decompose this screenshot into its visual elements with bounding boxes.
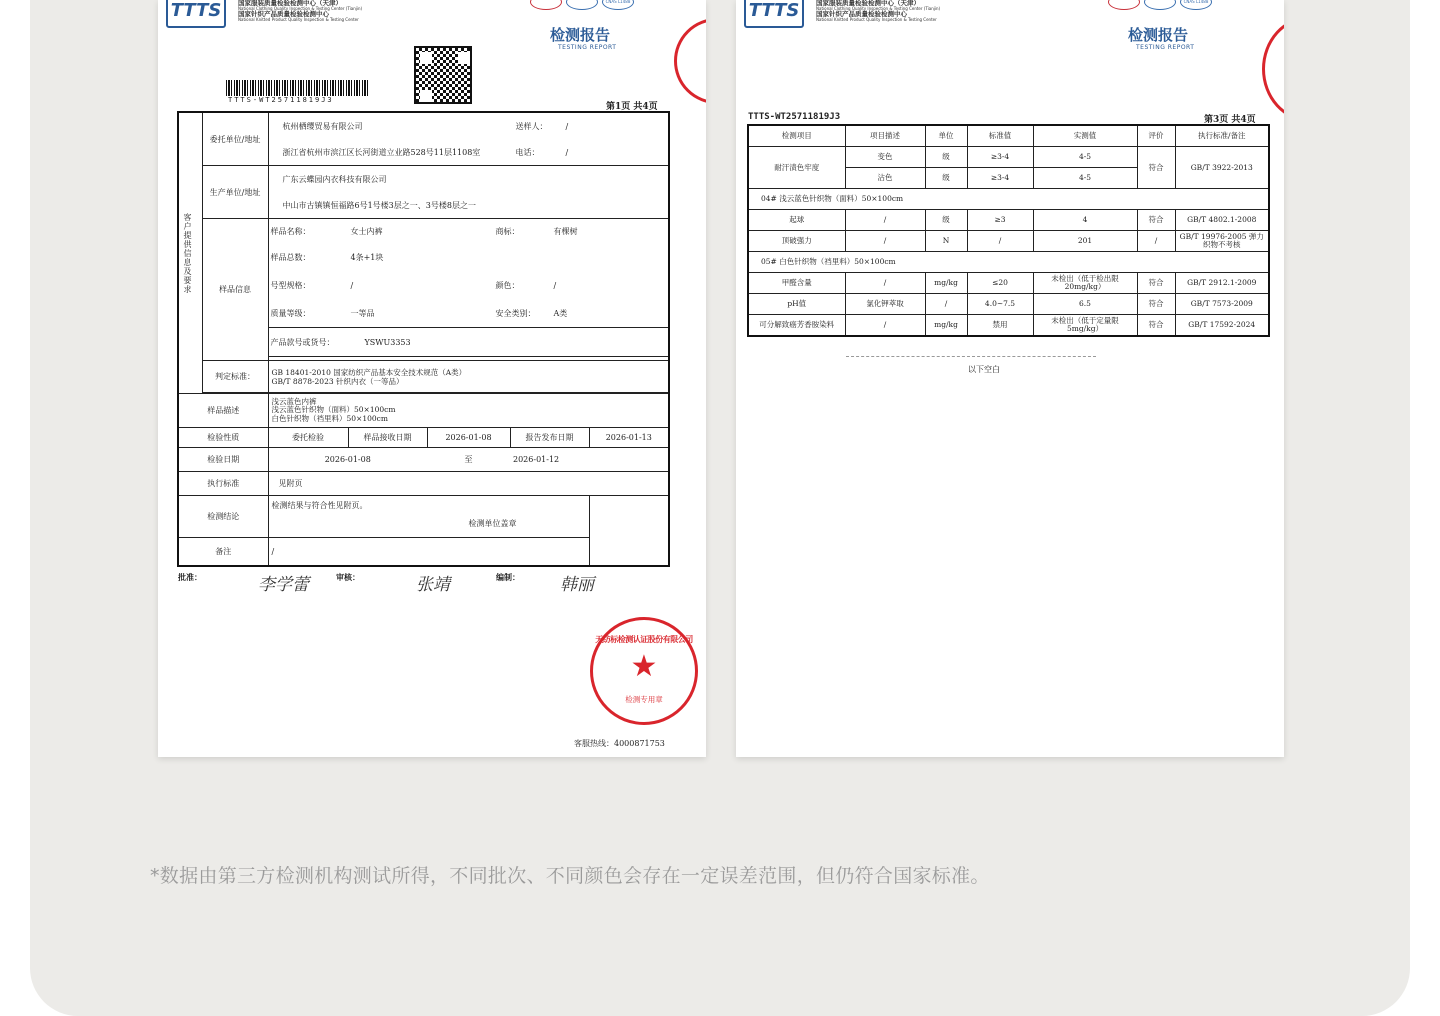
table-cell: /	[845, 210, 925, 231]
table-cell: 6.5	[1033, 294, 1137, 315]
table-row	[748, 315, 1269, 337]
brand-value: 有棵树	[553, 227, 578, 236]
table-cell: 沾色	[845, 168, 925, 189]
cert-badge-icon	[1108, 0, 1140, 10]
review-signature: 张靖	[416, 575, 450, 595]
table-cell: 4.0~7.5	[967, 294, 1033, 315]
sample-cell	[268, 219, 669, 361]
seal-text: 天纺标检测认证股份有限公司	[595, 634, 693, 644]
desc-line-3: 白色针织物（裆里料）50×100cm	[271, 413, 388, 423]
table-cell: 未检出（低于定量限5mg/kg）	[1033, 315, 1137, 337]
size-value: /	[350, 280, 354, 290]
official-seal	[590, 617, 698, 725]
dates-label: 检验日期	[178, 448, 268, 472]
table-cell: 甲醛含量	[748, 273, 845, 294]
seal-subtext: 检测专用章	[625, 695, 663, 704]
col-header: 评价	[1137, 125, 1175, 147]
client-address: 浙江省杭州市滨江区长河街道立业路528号11层1108室	[282, 147, 481, 157]
grade-value: 一等品	[350, 308, 375, 318]
phone-value: /	[565, 147, 569, 157]
table-cell: 4-5	[1033, 168, 1137, 189]
style-value: YSWU3353	[364, 337, 411, 347]
table-cell: 4-5	[1033, 147, 1137, 168]
table-cell: ≤20	[967, 273, 1033, 294]
desc-line-2: 浅云蓝色针织物（面料）50×100cm	[271, 405, 396, 415]
exec-std-value: 见附页	[268, 472, 669, 496]
brand-label: 商标：	[495, 227, 520, 236]
sweat-item: 耐汗渍色牢度	[748, 147, 845, 189]
col-header: 实测值	[1033, 125, 1137, 147]
producer-address: 中山市古镇镇恒福路6号1号楼3层之一、3号楼8层之一	[282, 200, 476, 210]
table-cell: mg/kg	[925, 273, 967, 294]
table-cell: GB/T 2912.1-2009	[1175, 273, 1269, 294]
style-label: 产品款号或货号：	[270, 337, 335, 347]
table-cell: /	[845, 315, 925, 337]
nature-label: 检验性质	[178, 428, 268, 448]
report-title: 检测报告	[1128, 26, 1189, 44]
table-cell: /	[845, 273, 925, 294]
table-cell: 起球	[748, 210, 845, 231]
corner-seal	[674, 18, 706, 104]
table-cell: GB/T 4802.1-2008	[1175, 210, 1269, 231]
desc-cell	[268, 394, 669, 428]
safety-value: A类	[553, 308, 568, 318]
col-header: 项目描述	[845, 125, 925, 147]
table-cell: GB/T 7573-2009	[1175, 294, 1269, 315]
qr-code	[414, 46, 472, 104]
client-section-label: 客户提供信息及要求	[178, 112, 202, 394]
review-label: 审核：	[336, 572, 360, 582]
table-cell: 符合	[1137, 210, 1175, 231]
desc-line-1: 浅云蓝色内裤	[271, 396, 317, 406]
report-page-1	[158, 0, 706, 757]
table-cell: 氯化钾萃取	[845, 294, 925, 315]
size-label: 号型规格：	[270, 280, 311, 290]
color-value: /	[553, 280, 557, 290]
sweat-eval: 符合	[1137, 147, 1175, 189]
recv-value: 2026-01-08	[427, 428, 510, 448]
count-value: 4条+1块	[350, 253, 384, 262]
sender-value: /	[565, 121, 569, 131]
count-label: 样品总数：	[270, 253, 311, 262]
report-main-table	[177, 111, 670, 567]
report-number: TTTS-WT25711819J3	[748, 112, 841, 122]
desc-label: 样品描述	[178, 394, 268, 428]
nature-value: 委托检验	[268, 428, 348, 448]
table-cell: 级	[925, 210, 967, 231]
report-title: 检测报告	[550, 26, 611, 44]
approve-signature: 李学蕾	[258, 575, 309, 595]
table-cell: /	[845, 231, 925, 252]
sweat-std: GB/T 3922-2013	[1175, 147, 1269, 189]
table-row	[748, 231, 1269, 252]
table-cell: 级	[925, 147, 967, 168]
cert-badge-icon	[1144, 0, 1176, 10]
table-cell: 可分解致癌芳香胺染料	[748, 315, 845, 337]
barcode	[226, 80, 368, 96]
page-number: 第1页 共4页	[606, 102, 658, 112]
color-label: 颜色：	[495, 280, 520, 290]
client-name: 杭州栖缨贸易有限公司	[282, 121, 363, 131]
cnas-badge-icon: CNAS L1488	[1180, 0, 1212, 10]
table-cell: 未检出（低于检出限20mg/kg）	[1033, 273, 1137, 294]
sample-label: 样品信息	[202, 219, 268, 361]
table-cell: 符合	[1137, 273, 1175, 294]
report-page-3	[736, 0, 1284, 757]
table-cell: 符合	[1137, 315, 1175, 337]
table-cell: ≥3-4	[967, 168, 1033, 189]
approve-label: 批准：	[178, 572, 202, 582]
producer-name: 广东云蝶园内衣科技有限公司	[282, 174, 387, 184]
star-icon: ★	[630, 649, 658, 684]
issue-label: 报告发布日期	[510, 428, 589, 448]
dates-to-label: 至	[427, 448, 510, 472]
table-cell: 4	[1033, 210, 1137, 231]
dates-to: 2026-01-12	[510, 448, 669, 472]
standard-line-1: GB 18401-2010 国家纺织产品基本安全技术规范（A类）	[271, 367, 467, 377]
producer-cell	[268, 166, 669, 219]
standard-cell	[268, 361, 669, 393]
safety-label: 安全类别：	[495, 308, 536, 318]
table-cell: /	[1137, 231, 1175, 252]
report-subtitle: TESTING REPORT	[1136, 44, 1195, 51]
footnote: *数据由第三方检测机构测试所得，不同批次、不同颜色会存在一定误差范围，但仍符合国家标准。	[150, 865, 990, 887]
producer-label: 生产单位/地址	[202, 166, 268, 219]
client-label: 委托单位/地址	[202, 112, 268, 166]
cert-badge-icon	[530, 0, 562, 10]
barcode-text: TTTS-WT25711819J3	[228, 96, 334, 104]
table-row	[748, 294, 1269, 315]
exec-std-label: 执行标准	[178, 472, 268, 496]
sample-name: 女士内裤	[350, 227, 383, 236]
table-cell: mg/kg	[925, 315, 967, 337]
conclusion-cell	[268, 496, 589, 538]
col-header: 标准值	[967, 125, 1033, 147]
ttts-logo: TTTS	[166, 0, 226, 28]
grade-label: 质量等级：	[270, 308, 311, 318]
results-table	[747, 124, 1270, 337]
compile-label: 编制：	[496, 572, 520, 582]
sender-label: 送样人：	[515, 121, 548, 131]
client-cell	[268, 112, 669, 166]
table-cell: ≥3	[967, 210, 1033, 231]
stamp-label: 检测单位盖章	[468, 519, 517, 528]
cert-badge-icon	[566, 0, 598, 10]
table-cell: GB/T 19976-2005 弹力织物不考核	[1175, 231, 1269, 252]
divider	[846, 356, 1096, 357]
phone-label: 电话：	[515, 147, 540, 157]
section-04: 04# 浅云蓝色针织物（面料）50×100cm	[748, 189, 1269, 210]
table-cell: 201	[1033, 231, 1137, 252]
dates-from: 2026-01-08	[268, 448, 427, 472]
table-cell: pH值	[748, 294, 845, 315]
conclusion-label: 检测结论	[178, 496, 268, 538]
table-cell: ≥3-4	[967, 147, 1033, 168]
table-cell: 禁用	[967, 315, 1033, 337]
standard-label: 判定标准：	[202, 361, 268, 393]
table-row	[748, 273, 1269, 294]
report-subtitle: TESTING REPORT	[558, 44, 617, 51]
table-cell: 变色	[845, 147, 925, 168]
issue-value: 2026-01-13	[589, 428, 669, 448]
section-05: 05# 白色针织物（裆里料）50×100cm	[748, 252, 1269, 273]
table-cell: 顶破强力	[748, 231, 845, 252]
standard-line-2: GB/T 8878-2023 针织内衣（一等品）	[271, 376, 404, 386]
remark-label: 备注	[178, 538, 268, 566]
ttts-logo: TTTS	[744, 0, 804, 28]
blank-below-label: 以下空白	[968, 365, 1000, 374]
compile-signature: 韩丽	[560, 575, 594, 595]
org-names: 国家服装质量检验检测中心（天津） National Clothing Quality Inspection & Testing Center (Tianjin) 国家针织产品质量检验检测中心 National Knitted Product Quality Inspection & Testing Center	[238, 0, 363, 22]
corner-seal	[1262, 16, 1284, 122]
recv-label: 样品接收日期	[348, 428, 427, 448]
remark-value: /	[268, 538, 589, 566]
table-cell: /	[967, 231, 1033, 252]
cnas-badge-icon: CNAS L1488	[602, 0, 634, 10]
col-header: 执行标准/备注	[1175, 125, 1269, 147]
col-header: 单位	[925, 125, 967, 147]
table-cell: N	[925, 231, 967, 252]
table-cell: GB/T 17592-2024	[1175, 315, 1269, 337]
table-cell: 符合	[1137, 294, 1175, 315]
col-header: 检测项目	[748, 125, 845, 147]
org-names: 国家服装质量检验检测中心（天津） National Clothing Quality Inspection & Testing Center (Tianjin) 国家针织产品质量检验检测中心 National Knitted Product Quality Inspection & Testing Center	[816, 0, 941, 22]
table-row	[748, 210, 1269, 231]
sample-name-label: 样品名称：	[270, 227, 311, 236]
conclusion-value: 检测结果与符合性见附页。	[271, 501, 368, 510]
table-cell: 级	[925, 168, 967, 189]
hotline: 客服热线：4000871753	[574, 739, 665, 748]
table-cell: /	[925, 294, 967, 315]
page-number: 第3页 共4页	[1204, 115, 1256, 125]
